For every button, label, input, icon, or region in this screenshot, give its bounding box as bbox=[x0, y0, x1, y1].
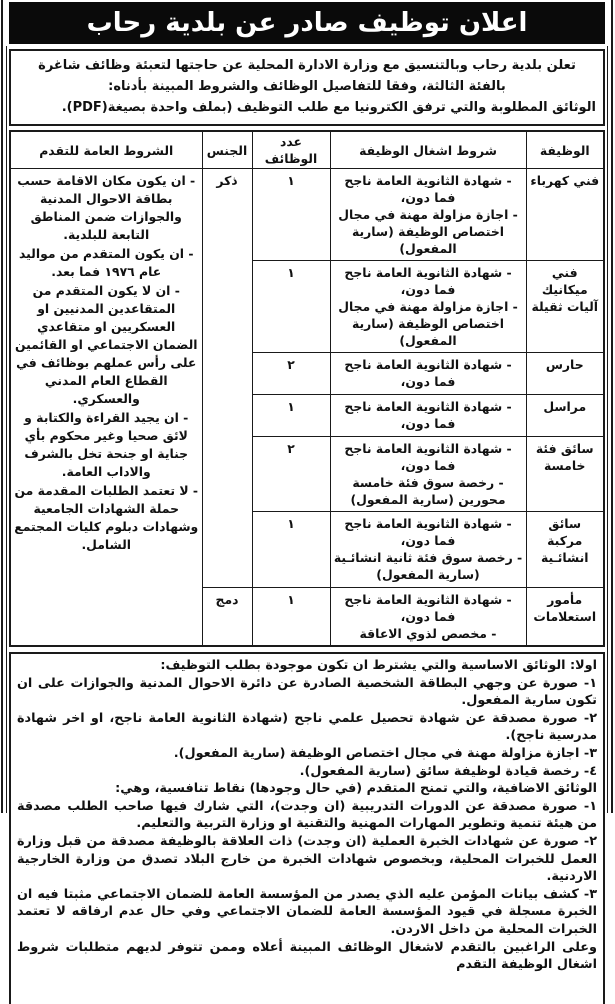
general-conditions-cell bbox=[10, 169, 202, 647]
conditions-cell bbox=[330, 437, 526, 512]
general-condition-item: - ان يجيد القراءة والكتابة و لائق صحيا وغير محكوم بأي جناية او جنحة تخل بالشرف والاداب العامة. bbox=[24, 410, 189, 479]
header-conditions: شروط اشغال الوظيفة bbox=[330, 131, 526, 169]
conditions-cell bbox=[330, 261, 526, 353]
announcement-title: اعلان توظيف صادر عن بلدية رحاب bbox=[86, 8, 528, 38]
footer-line: اولا: الوثائق الاساسية والتي يشترط ان تكون موجودة بطلب التوظيف: bbox=[160, 658, 597, 673]
jobs-table bbox=[9, 130, 605, 647]
condition-item: - شهادة الثانوية العامة ناجح فما دون، bbox=[344, 516, 512, 548]
condition-item: - مخصص لذوي الاعاقة bbox=[359, 626, 497, 641]
intro-paragraph-1: تعلن بلدية رحاب وبالتنسيق مع وزارة الادارة المحلية عن حاجتها لتعبئة وظائف شاغرة بالفئة الثالثة، وفقا للتفاصيل الوظائف والشروط المبينة بأدناه: bbox=[38, 58, 576, 94]
job-cell: مأمور استعلامات bbox=[526, 588, 604, 647]
job-cell: فني كهرباء bbox=[526, 169, 604, 261]
count-cell: ١ bbox=[252, 588, 330, 647]
footer-line: ٣- كشف بيانات المؤمن عليه الذي يصدر من المؤسسة العامة للضمان الاجتماعي مثبتا فيه ان الخبرة مسجلة في قيود المؤسسة العامة للضمان الاجتماعي وفي حال عدم ارفاقه لا تعتمد الخبرات المحلية من داخل الاردن. bbox=[17, 886, 597, 937]
intro-paragraph-2: الوثائق المطلوبة والتي ترفق الكترونيا مع طلب التوظيف (بملف واحدة بصيغة(PDF). bbox=[61, 100, 596, 115]
announcement-title-bar bbox=[9, 2, 605, 44]
table-header-row bbox=[10, 131, 604, 169]
intro-box bbox=[9, 49, 605, 126]
conditions-cell bbox=[330, 512, 526, 588]
job-cell: فني ميكانيك آليات ثقيلة bbox=[526, 261, 604, 353]
footer-line: وعلى الراغبين بالتقدم لاشغال الوظائف المبينة أعلاه وممن تتوفر لديهم متطلبات شروط اشغال الوظيفة التقدم bbox=[17, 939, 597, 973]
job-cell: سائق مركبة انشائـية bbox=[526, 512, 604, 588]
header-gender: الجنس bbox=[202, 131, 252, 169]
header-general-conditions: الشروط العامة للتقدم bbox=[10, 131, 202, 169]
condition-item: - شهادة الثانوية العامة ناجح فما دون، bbox=[344, 399, 512, 431]
general-condition-item: - لا تعتمد الطلبات المقدمة من حملة الشهادات الجامعية وشهادات دبلوم كليات المجتمع الشامل. bbox=[14, 483, 199, 552]
header-job: الوظيفة bbox=[526, 131, 604, 169]
condition-item: - اجازة مزاولة مهنة في مجال اختصاص الوظيفة (سارية المفعول) bbox=[338, 299, 518, 348]
conditions-cell bbox=[330, 169, 526, 261]
count-cell: ٢ bbox=[252, 437, 330, 512]
condition-item: - شهادة الثانوية العامة ناجح فما دون، bbox=[344, 173, 512, 205]
general-condition-item: - ان يكون المتقدم من مواليد عام ١٩٧٦ فما بعد. bbox=[18, 246, 194, 279]
footer-line: ١- صورة مصدقة عن الدورات التدريبية (ان وجدت)، التي شارك فيها صاحب الطلب مصدقة من هيئة تنمية وتطوير المهارات المهنية والتقنية او وزارة التربية والتعليم. bbox=[17, 798, 597, 832]
footer-line: ٣- اجازة مزاولة مهنة في مجال اختصاص الوظيفة (سارية المفعول). bbox=[173, 745, 597, 761]
general-condition-item: - ان يكون مكان الاقامة حسب بطاقة الاحوال المدنية والجوازات ضمن المناطق التابعة للبلدية. bbox=[17, 173, 196, 242]
count-cell: ١ bbox=[252, 395, 330, 437]
footer-line: ٢- صورة عن شهادات الخبرة العملية (ان وجدت) ذات العلاقة بالوظيفة مصدقة من قبل وزارة العمل للخبرات المحلية، وبخصوص شهادات الخبرة من خارج البلاد تصدق من وزارة الخارجية الاردنية. bbox=[17, 833, 597, 885]
condition-item: - شهادة الثانوية العامة ناجح فما دون، bbox=[344, 265, 512, 297]
gender-cell-male: ذكر bbox=[202, 169, 252, 588]
general-condition-item: - ان لا يكون المتقدم من المتقاعدين المدنيين او العسكريين او متقاعدي الضمان الاجتماعي او القائمين على رأس عملهم بوظائف في القطاع العام المدني والعسكري. bbox=[14, 283, 198, 406]
footer-line: ٤- رخصة قيادة لوظيفة سائق (سارية المفعول). bbox=[299, 763, 597, 779]
conditions-cell bbox=[330, 353, 526, 395]
footer-line: ٢- صورة مصدقة عن شهادة تحصيل علمي ناجح (شهادة الثانوية العامة ناجح، او اخر شهادة مدرسية ناجح). bbox=[17, 710, 597, 744]
job-cell: سائق فئة خامسة bbox=[526, 437, 604, 512]
job-cell: مراسل bbox=[526, 395, 604, 437]
conditions-cell bbox=[330, 588, 526, 647]
condition-item: - رخصة سوق فئة ثانية انشائـية (سارية المفعول) bbox=[333, 550, 523, 582]
footer-line: الوثائق الاضافية، والتي تمنح المتقدم (في حال وجودها) نقاط تنافسية، وهي: bbox=[115, 781, 597, 797]
conditions-cell bbox=[330, 395, 526, 437]
job-cell: حارس bbox=[526, 353, 604, 395]
table-row bbox=[10, 169, 604, 261]
page-content bbox=[9, 0, 605, 1004]
condition-item: - شهادة الثانوية العامة ناجح فما دون، bbox=[344, 357, 512, 389]
count-cell: ١ bbox=[252, 512, 330, 588]
count-cell: ٢ bbox=[252, 353, 330, 395]
condition-item: - شهادة الثانوية العامة ناجح فما دون، bbox=[344, 592, 512, 624]
condition-item: - رخصة سوق فئة خامسة محورين (سارية المفعول) bbox=[350, 475, 506, 507]
footer-line: ١- صورة عن وجهي البطاقة الشخصية الصادرة عن دائرة الاحوال المدنية والجوازات على ان تكون سارية المفعول. bbox=[17, 675, 597, 709]
count-cell: ١ bbox=[252, 261, 330, 353]
gender-cell-inclusive: دمج bbox=[202, 588, 252, 647]
count-cell: ١ bbox=[252, 169, 330, 261]
condition-item: - اجازة مزاولة مهنة في مجال اختصاص الوظيفة (سارية المفعول) bbox=[338, 207, 518, 256]
header-count: عدد الوظائف bbox=[252, 131, 330, 169]
condition-item: - شهادة الثانوية العامة ناجح فما دون، bbox=[344, 441, 512, 473]
footer-requirements-box bbox=[9, 652, 605, 1004]
